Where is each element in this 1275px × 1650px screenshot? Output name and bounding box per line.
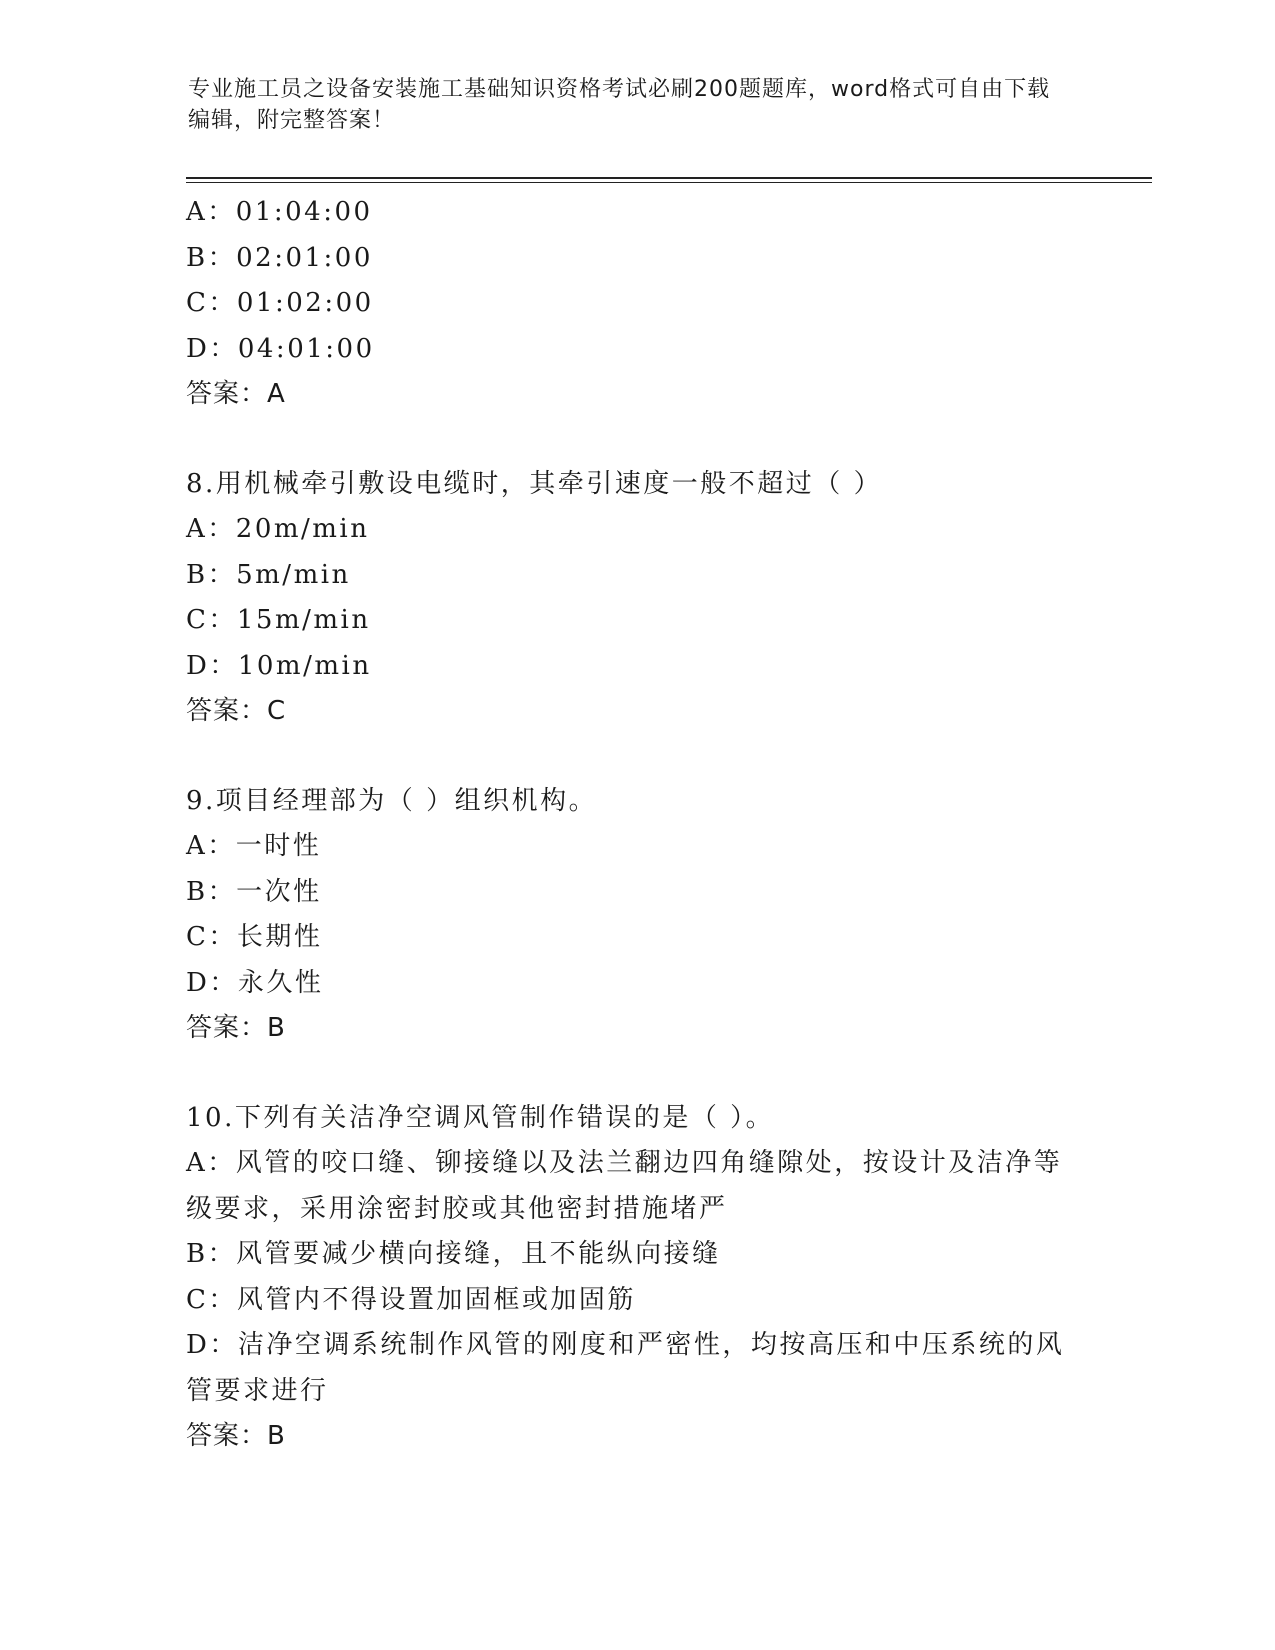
spacer [186,1052,1086,1096]
document-header: 专业施工员之设备安装施工基础知识资格考试必刷200题题库，word格式可自由下载编辑，附完整答案！ [188,77,1051,133]
option-b: B：风管要减少横向接缝，且不能纵向接缝 [186,1239,721,1269]
option-d: D：洁净空调系统制作风管的刚度和严密性，均按高压和中压系统的风管要求进行 [186,1330,1065,1406]
option-b: B：一次性 [186,876,322,907]
question-text: 9.项目经理部为（ ）组织机构。 [186,785,598,816]
answer: 答案：C [186,696,287,726]
answer: 答案：A [186,379,286,409]
option-d: D：永久性 [186,967,324,998]
option-a: A：01:04:00 [186,197,373,227]
option-a: A：一时性 [186,831,322,861]
question-8 [186,462,1086,735]
option-b: B：5m/min [186,559,351,590]
option-b: B：02:01:00 [186,242,373,273]
option-c: C：风管内不得设置加固框或加固筋 [186,1284,636,1315]
option-c: C：01:02:00 [186,288,374,318]
spacer [186,418,1086,462]
answer: 答案：B [186,1013,286,1043]
option-a: A：20m/min [186,514,370,544]
option-d: D：04:01:00 [186,333,375,364]
option-c: C：长期性 [186,922,323,952]
option-a: A：风管的咬口缝、铆接缝以及法兰翻边四角缝隙处，按设计及洁净等级要求，采用涂密封胶或其他密封措施堵严 [186,1148,1063,1224]
spacer [186,735,1086,779]
question-list [186,190,1086,1460]
question-10 [186,1096,1086,1460]
header-rule-thin [186,182,1152,183]
answer: 答案：B [186,1421,286,1451]
header-rule-thick [186,177,1152,179]
question-text: 8.用机械牵引敷设电缆时，其牵引速度一般不超过（ ） [186,468,883,499]
question-text: 10.下列有关洁净空调风管制作错误的是（ ）。 [186,1102,775,1133]
question-9 [186,779,1086,1052]
option-c: C：15m/min [186,605,371,635]
question-7 [186,190,1086,418]
option-d: D：10m/min [186,650,372,681]
